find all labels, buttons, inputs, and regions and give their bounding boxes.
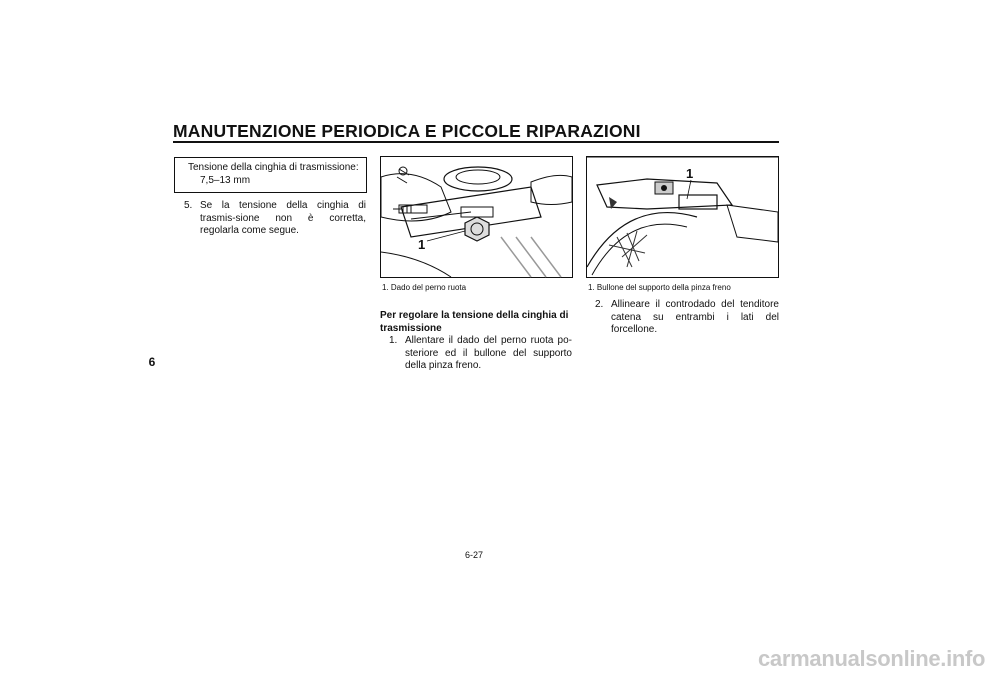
figure-1-callout: 1 (418, 237, 426, 252)
step-5 (184, 200, 366, 238)
step-1-text: Allentare il dado del perno ruota po-steriore ed il bullone del supporto della pinza freno. (405, 335, 572, 371)
chapter-tab: 6 (148, 355, 156, 369)
spec-label: Tensione della cinghia di trasmissione: (188, 162, 359, 173)
step-2 (595, 299, 779, 337)
step-5-number: 5. (184, 200, 193, 211)
figure-caliper-bolt (586, 156, 779, 278)
page-title: MANUTENZIONE PERIODICA E PICCOLE RIPARAZIONI (173, 121, 641, 141)
step-1-number: 1. (389, 335, 398, 346)
caliper-bolt-illustration (587, 157, 778, 277)
figure-2-callout: 1 (686, 166, 694, 181)
figure-2-caption: 1. Bullone del supporto della pinza freno (588, 283, 731, 292)
page-number: 6-27 (465, 550, 484, 560)
title-rule (173, 141, 779, 143)
step-1 (389, 335, 572, 373)
spec-box (174, 157, 367, 193)
section-heading: Per regolare la tensione della cinghia di trasmissione (380, 310, 569, 334)
figure-axle-nut (380, 156, 573, 278)
step-2-text: Allineare il controdado del tenditore catena su entrambi i lati del forcellone. (611, 299, 779, 335)
figure-1-caption: 1. Dado del perno ruota (382, 283, 467, 292)
step-2-number: 2. (595, 299, 604, 310)
spec-value: 7,5–13 mm (200, 175, 251, 186)
watermark: carmanualsonline.info (758, 646, 985, 671)
axle-nut-illustration (381, 157, 572, 277)
step-5-text: Se la tensione della cinghia di trasmis-sione non è corretta, regolarla come segue. (200, 200, 366, 236)
